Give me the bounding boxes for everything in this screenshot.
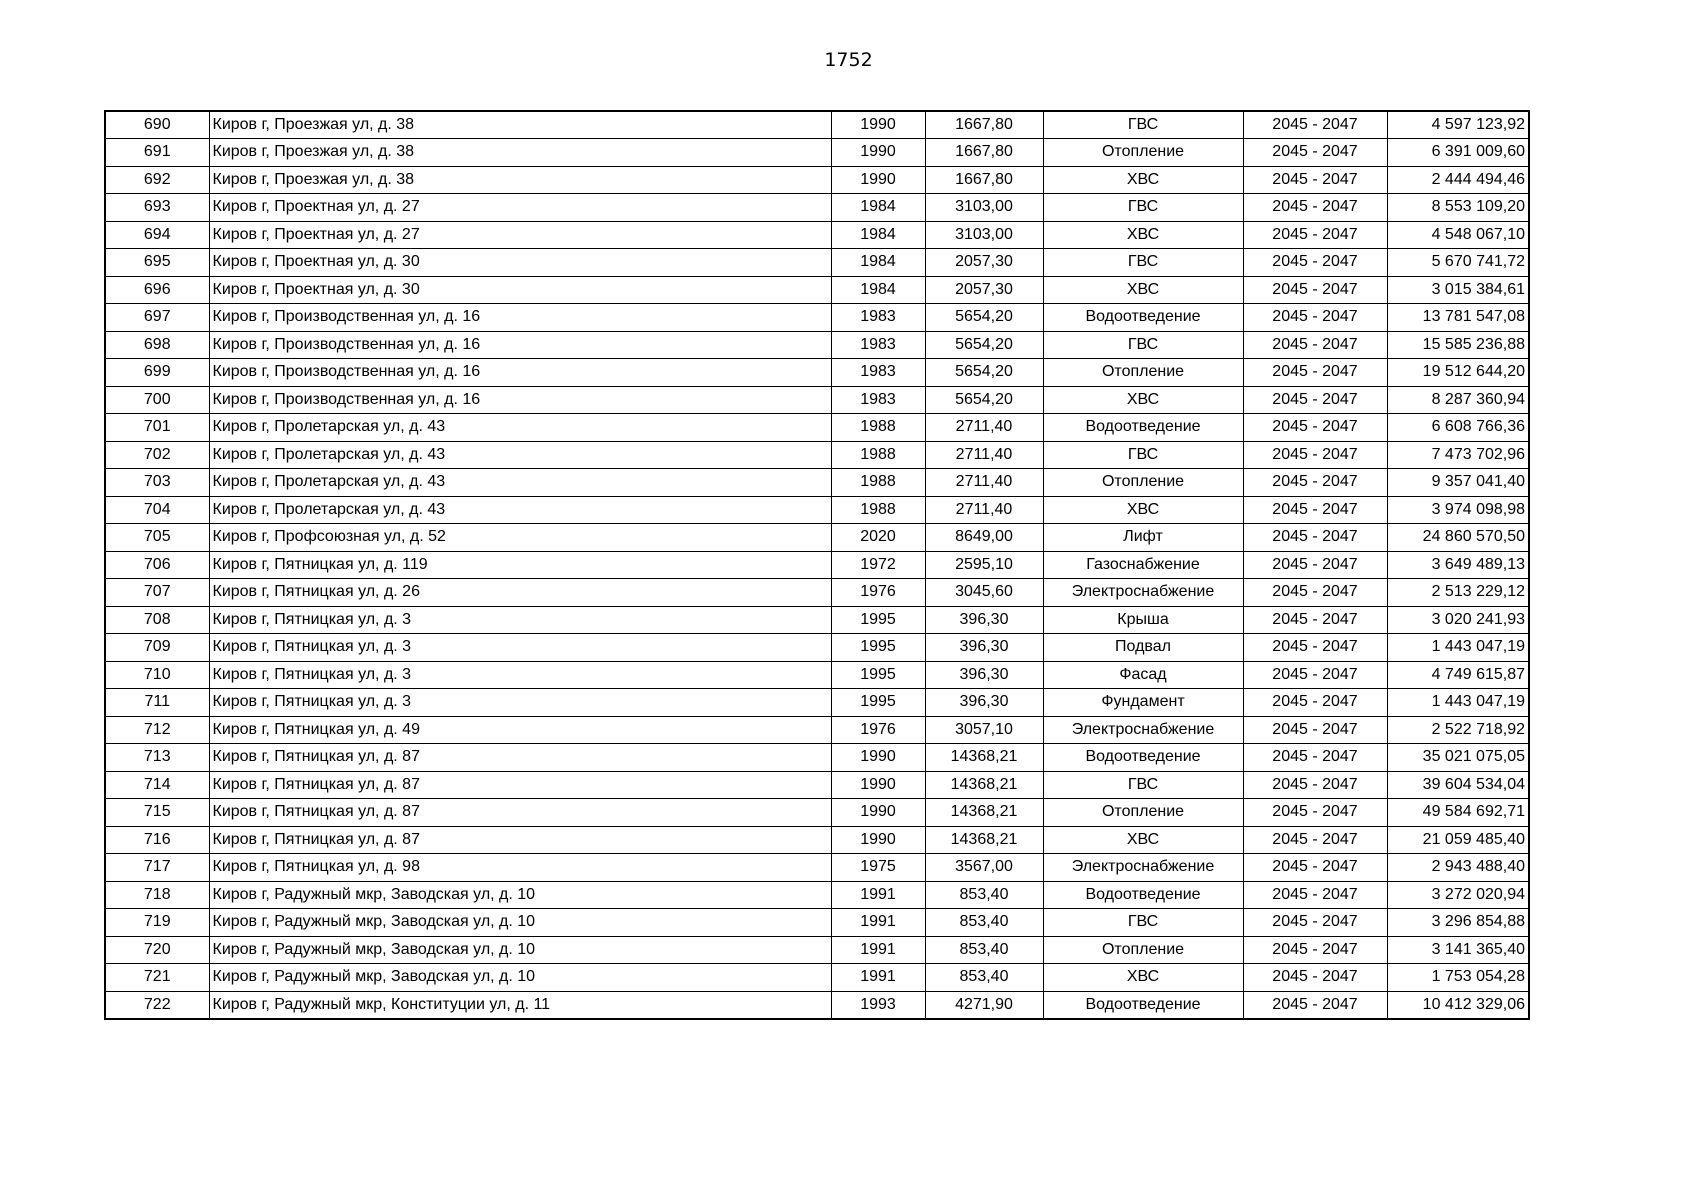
cost-cell: 3 272 020,94 [1387, 881, 1529, 909]
row-number-cell: 720 [105, 936, 209, 964]
work-type-cell: ХВС [1043, 221, 1243, 249]
period-cell: 2045 - 2047 [1243, 771, 1387, 799]
cost-cell: 15 585 236,88 [1387, 331, 1529, 359]
row-number-cell: 705 [105, 524, 209, 552]
address-cell: Киров г, Пролетарская ул, д. 43 [209, 496, 831, 524]
table-row [105, 854, 1529, 882]
address-cell: Киров г, Радужный мкр, Заводская ул, д. 10 [209, 936, 831, 964]
year-built-cell: 1991 [831, 964, 925, 992]
year-built-cell: 1995 [831, 689, 925, 717]
year-built-cell: 1984 [831, 249, 925, 277]
period-cell: 2045 - 2047 [1243, 881, 1387, 909]
table-row [105, 551, 1529, 579]
table-row [105, 579, 1529, 607]
period-cell: 2045 - 2047 [1243, 634, 1387, 662]
address-cell: Киров г, Профсоюзная ул, д. 52 [209, 524, 831, 552]
area-cell: 14368,21 [925, 799, 1043, 827]
row-number-cell: 704 [105, 496, 209, 524]
table-row [105, 826, 1529, 854]
cost-cell: 39 604 534,04 [1387, 771, 1529, 799]
address-cell: Киров г, Производственная ул, д. 16 [209, 359, 831, 387]
area-cell: 3045,60 [925, 579, 1043, 607]
work-type-cell: Водоотведение [1043, 414, 1243, 442]
table-row [105, 139, 1529, 167]
work-type-cell: ХВС [1043, 386, 1243, 414]
work-type-cell: ХВС [1043, 276, 1243, 304]
area-cell: 1667,80 [925, 166, 1043, 194]
table-row [105, 661, 1529, 689]
year-built-cell: 1983 [831, 386, 925, 414]
work-type-cell: Водоотведение [1043, 304, 1243, 332]
row-number-cell: 691 [105, 139, 209, 167]
work-type-cell: Электроснабжение [1043, 716, 1243, 744]
cost-cell: 4 548 067,10 [1387, 221, 1529, 249]
area-cell: 2711,40 [925, 414, 1043, 442]
row-number-cell: 706 [105, 551, 209, 579]
year-built-cell: 1990 [831, 799, 925, 827]
table-row [105, 689, 1529, 717]
work-type-cell: Водоотведение [1043, 881, 1243, 909]
address-cell: Киров г, Проезжая ул, д. 38 [209, 139, 831, 167]
cost-cell: 6 391 009,60 [1387, 139, 1529, 167]
period-cell: 2045 - 2047 [1243, 441, 1387, 469]
period-cell: 2045 - 2047 [1243, 111, 1387, 139]
row-number-cell: 715 [105, 799, 209, 827]
row-number-cell: 696 [105, 276, 209, 304]
period-cell: 2045 - 2047 [1243, 551, 1387, 579]
work-type-cell: ХВС [1043, 826, 1243, 854]
table-row [105, 606, 1529, 634]
row-number-cell: 702 [105, 441, 209, 469]
period-cell: 2045 - 2047 [1243, 304, 1387, 332]
area-cell: 853,40 [925, 936, 1043, 964]
row-number-cell: 701 [105, 414, 209, 442]
year-built-cell: 2020 [831, 524, 925, 552]
table-row [105, 331, 1529, 359]
row-number-cell: 711 [105, 689, 209, 717]
area-cell: 853,40 [925, 909, 1043, 937]
row-number-cell: 699 [105, 359, 209, 387]
table-row [105, 386, 1529, 414]
row-number-cell: 700 [105, 386, 209, 414]
year-built-cell: 1972 [831, 551, 925, 579]
year-built-cell: 1995 [831, 661, 925, 689]
work-type-cell: Отопление [1043, 359, 1243, 387]
table-row [105, 111, 1529, 139]
area-cell: 396,30 [925, 661, 1043, 689]
table-row [105, 799, 1529, 827]
work-type-cell: Отопление [1043, 936, 1243, 964]
address-cell: Киров г, Проектная ул, д. 27 [209, 194, 831, 222]
area-cell: 2711,40 [925, 496, 1043, 524]
year-built-cell: 1984 [831, 221, 925, 249]
year-built-cell: 1984 [831, 194, 925, 222]
year-built-cell: 1976 [831, 579, 925, 607]
cost-cell: 7 473 702,96 [1387, 441, 1529, 469]
table-row [105, 414, 1529, 442]
year-built-cell: 1984 [831, 276, 925, 304]
row-number-cell: 721 [105, 964, 209, 992]
row-number-cell: 690 [105, 111, 209, 139]
cost-cell: 4 597 123,92 [1387, 111, 1529, 139]
period-cell: 2045 - 2047 [1243, 689, 1387, 717]
cost-cell: 3 141 365,40 [1387, 936, 1529, 964]
period-cell: 2045 - 2047 [1243, 249, 1387, 277]
table-row [105, 249, 1529, 277]
row-number-cell: 716 [105, 826, 209, 854]
row-number-cell: 717 [105, 854, 209, 882]
row-number-cell: 695 [105, 249, 209, 277]
period-cell: 2045 - 2047 [1243, 716, 1387, 744]
period-cell: 2045 - 2047 [1243, 386, 1387, 414]
cost-cell: 3 015 384,61 [1387, 276, 1529, 304]
address-cell: Киров г, Пятницкая ул, д. 87 [209, 826, 831, 854]
cost-cell: 24 860 570,50 [1387, 524, 1529, 552]
period-cell: 2045 - 2047 [1243, 194, 1387, 222]
period-cell: 2045 - 2047 [1243, 221, 1387, 249]
row-number-cell: 694 [105, 221, 209, 249]
address-cell: Киров г, Производственная ул, д. 16 [209, 386, 831, 414]
work-type-cell: ГВС [1043, 441, 1243, 469]
address-cell: Киров г, Пятницкая ул, д. 98 [209, 854, 831, 882]
table-body [105, 111, 1529, 1019]
period-cell: 2045 - 2047 [1243, 524, 1387, 552]
row-number-cell: 709 [105, 634, 209, 662]
year-built-cell: 1976 [831, 716, 925, 744]
work-type-cell: Лифт [1043, 524, 1243, 552]
address-cell: Киров г, Пролетарская ул, д. 43 [209, 414, 831, 442]
year-built-cell: 1990 [831, 826, 925, 854]
table-row [105, 909, 1529, 937]
period-cell: 2045 - 2047 [1243, 991, 1387, 1019]
cost-cell: 9 357 041,40 [1387, 469, 1529, 497]
cost-cell: 2 513 229,12 [1387, 579, 1529, 607]
area-cell: 853,40 [925, 964, 1043, 992]
work-type-cell: Электроснабжение [1043, 579, 1243, 607]
cost-cell: 21 059 485,40 [1387, 826, 1529, 854]
year-built-cell: 1991 [831, 909, 925, 937]
period-cell: 2045 - 2047 [1243, 469, 1387, 497]
work-type-cell: Водоотведение [1043, 744, 1243, 772]
work-type-cell: ХВС [1043, 964, 1243, 992]
year-built-cell: 1991 [831, 936, 925, 964]
table-row [105, 304, 1529, 332]
address-cell: Киров г, Проектная ул, д. 27 [209, 221, 831, 249]
row-number-cell: 693 [105, 194, 209, 222]
cost-cell: 4 749 615,87 [1387, 661, 1529, 689]
period-cell: 2045 - 2047 [1243, 854, 1387, 882]
address-cell: Киров г, Производственная ул, д. 16 [209, 331, 831, 359]
cost-cell: 10 412 329,06 [1387, 991, 1529, 1019]
cost-cell: 5 670 741,72 [1387, 249, 1529, 277]
area-cell: 3567,00 [925, 854, 1043, 882]
year-built-cell: 1983 [831, 331, 925, 359]
period-cell: 2045 - 2047 [1243, 826, 1387, 854]
work-type-cell: ХВС [1043, 496, 1243, 524]
period-cell: 2045 - 2047 [1243, 606, 1387, 634]
year-built-cell: 1990 [831, 111, 925, 139]
cost-cell: 49 584 692,71 [1387, 799, 1529, 827]
period-cell: 2045 - 2047 [1243, 909, 1387, 937]
address-cell: Киров г, Проезжая ул, д. 38 [209, 111, 831, 139]
page-number: 1752 [824, 49, 873, 71]
work-type-cell: Отопление [1043, 799, 1243, 827]
cost-cell: 3 020 241,93 [1387, 606, 1529, 634]
row-number-cell: 708 [105, 606, 209, 634]
address-cell: Киров г, Пятницкая ул, д. 87 [209, 771, 831, 799]
area-cell: 1667,80 [925, 139, 1043, 167]
table-row [105, 524, 1529, 552]
period-cell: 2045 - 2047 [1243, 166, 1387, 194]
area-cell: 3103,00 [925, 221, 1043, 249]
address-cell: Киров г, Пятницкая ул, д. 3 [209, 689, 831, 717]
period-cell: 2045 - 2047 [1243, 414, 1387, 442]
area-cell: 14368,21 [925, 744, 1043, 772]
period-cell: 2045 - 2047 [1243, 359, 1387, 387]
area-cell: 4271,90 [925, 991, 1043, 1019]
area-cell: 2595,10 [925, 551, 1043, 579]
period-cell: 2045 - 2047 [1243, 496, 1387, 524]
address-cell: Киров г, Пятницкая ул, д. 3 [209, 634, 831, 662]
table-row [105, 744, 1529, 772]
address-cell: Киров г, Пятницкая ул, д. 26 [209, 579, 831, 607]
year-built-cell: 1983 [831, 304, 925, 332]
work-type-cell: ГВС [1043, 249, 1243, 277]
work-type-cell: Электроснабжение [1043, 854, 1243, 882]
area-cell: 853,40 [925, 881, 1043, 909]
area-cell: 14368,21 [925, 771, 1043, 799]
area-cell: 5654,20 [925, 304, 1043, 332]
work-type-cell: Крыша [1043, 606, 1243, 634]
year-built-cell: 1988 [831, 441, 925, 469]
row-number-cell: 722 [105, 991, 209, 1019]
period-cell: 2045 - 2047 [1243, 799, 1387, 827]
work-type-cell: ГВС [1043, 194, 1243, 222]
table-row [105, 964, 1529, 992]
table-row [105, 276, 1529, 304]
cost-cell: 3 296 854,88 [1387, 909, 1529, 937]
cost-cell: 35 021 075,05 [1387, 744, 1529, 772]
table-row [105, 359, 1529, 387]
cost-cell: 13 781 547,08 [1387, 304, 1529, 332]
area-cell: 8649,00 [925, 524, 1043, 552]
year-built-cell: 1983 [831, 359, 925, 387]
row-number-cell: 712 [105, 716, 209, 744]
address-cell: Киров г, Производственная ул, д. 16 [209, 304, 831, 332]
cost-cell: 19 512 644,20 [1387, 359, 1529, 387]
table-row [105, 771, 1529, 799]
address-cell: Киров г, Пролетарская ул, д. 43 [209, 441, 831, 469]
work-type-cell: ХВС [1043, 166, 1243, 194]
work-type-cell: ГВС [1043, 771, 1243, 799]
period-cell: 2045 - 2047 [1243, 331, 1387, 359]
period-cell: 2045 - 2047 [1243, 579, 1387, 607]
work-type-cell: Подвал [1043, 634, 1243, 662]
area-cell: 1667,80 [925, 111, 1043, 139]
table-row [105, 469, 1529, 497]
area-cell: 2057,30 [925, 276, 1043, 304]
year-built-cell: 1993 [831, 991, 925, 1019]
year-built-cell: 1991 [831, 881, 925, 909]
work-type-cell: Газоснабжение [1043, 551, 1243, 579]
address-cell: Киров г, Радужный мкр, Заводская ул, д. 10 [209, 964, 831, 992]
row-number-cell: 692 [105, 166, 209, 194]
address-cell: Киров г, Пятницкая ул, д. 49 [209, 716, 831, 744]
year-built-cell: 1990 [831, 166, 925, 194]
year-built-cell: 1995 [831, 606, 925, 634]
cost-cell: 3 649 489,13 [1387, 551, 1529, 579]
address-cell: Киров г, Радужный мкр, Заводская ул, д. 10 [209, 909, 831, 937]
row-number-cell: 698 [105, 331, 209, 359]
area-cell: 396,30 [925, 606, 1043, 634]
cost-cell: 3 974 098,98 [1387, 496, 1529, 524]
year-built-cell: 1988 [831, 414, 925, 442]
table-row [105, 991, 1529, 1019]
area-cell: 3057,10 [925, 716, 1043, 744]
cost-cell: 2 943 488,40 [1387, 854, 1529, 882]
address-cell: Киров г, Пятницкая ул, д. 119 [209, 551, 831, 579]
period-cell: 2045 - 2047 [1243, 744, 1387, 772]
address-cell: Киров г, Проектная ул, д. 30 [209, 276, 831, 304]
year-built-cell: 1995 [831, 634, 925, 662]
address-cell: Киров г, Проектная ул, д. 30 [209, 249, 831, 277]
address-cell: Киров г, Радужный мкр, Заводская ул, д. 10 [209, 881, 831, 909]
period-cell: 2045 - 2047 [1243, 276, 1387, 304]
year-built-cell: 1990 [831, 744, 925, 772]
period-cell: 2045 - 2047 [1243, 661, 1387, 689]
table-row [105, 634, 1529, 662]
area-cell: 396,30 [925, 689, 1043, 717]
year-built-cell: 1990 [831, 139, 925, 167]
area-cell: 2711,40 [925, 441, 1043, 469]
address-cell: Киров г, Пролетарская ул, д. 43 [209, 469, 831, 497]
address-cell: Киров г, Пятницкая ул, д. 87 [209, 799, 831, 827]
address-cell: Киров г, Пятницкая ул, д. 87 [209, 744, 831, 772]
year-built-cell: 1988 [831, 496, 925, 524]
year-built-cell: 1988 [831, 469, 925, 497]
table-row [105, 221, 1529, 249]
cost-cell: 2 444 494,46 [1387, 166, 1529, 194]
area-cell: 396,30 [925, 634, 1043, 662]
row-number-cell: 713 [105, 744, 209, 772]
cost-cell: 2 522 718,92 [1387, 716, 1529, 744]
cost-cell: 1 443 047,19 [1387, 689, 1529, 717]
row-number-cell: 707 [105, 579, 209, 607]
work-type-cell: ГВС [1043, 331, 1243, 359]
cost-cell: 1 753 054,28 [1387, 964, 1529, 992]
cost-cell: 6 608 766,36 [1387, 414, 1529, 442]
table-row [105, 441, 1529, 469]
table-row [105, 716, 1529, 744]
address-cell: Киров г, Пятницкая ул, д. 3 [209, 606, 831, 634]
work-type-cell: Водоотведение [1043, 991, 1243, 1019]
row-number-cell: 703 [105, 469, 209, 497]
address-cell: Киров г, Пятницкая ул, д. 3 [209, 661, 831, 689]
repair-register-table [104, 110, 1530, 1020]
work-type-cell: ГВС [1043, 909, 1243, 937]
row-number-cell: 719 [105, 909, 209, 937]
cost-cell: 8 287 360,94 [1387, 386, 1529, 414]
table-row [105, 936, 1529, 964]
period-cell: 2045 - 2047 [1243, 936, 1387, 964]
area-cell: 14368,21 [925, 826, 1043, 854]
work-type-cell: Отопление [1043, 139, 1243, 167]
row-number-cell: 697 [105, 304, 209, 332]
table-row [105, 496, 1529, 524]
row-number-cell: 718 [105, 881, 209, 909]
work-type-cell: Фундамент [1043, 689, 1243, 717]
row-number-cell: 710 [105, 661, 209, 689]
address-cell: Киров г, Проезжая ул, д. 38 [209, 166, 831, 194]
cost-cell: 1 443 047,19 [1387, 634, 1529, 662]
work-type-cell: ГВС [1043, 111, 1243, 139]
period-cell: 2045 - 2047 [1243, 139, 1387, 167]
area-cell: 2057,30 [925, 249, 1043, 277]
area-cell: 2711,40 [925, 469, 1043, 497]
work-type-cell: Фасад [1043, 661, 1243, 689]
table-row [105, 881, 1529, 909]
area-cell: 5654,20 [925, 331, 1043, 359]
address-cell: Киров г, Радужный мкр, Конституции ул, д. 11 [209, 991, 831, 1019]
cost-cell: 8 553 109,20 [1387, 194, 1529, 222]
row-number-cell: 714 [105, 771, 209, 799]
area-cell: 3103,00 [925, 194, 1043, 222]
period-cell: 2045 - 2047 [1243, 964, 1387, 992]
year-built-cell: 1975 [831, 854, 925, 882]
area-cell: 5654,20 [925, 359, 1043, 387]
area-cell: 5654,20 [925, 386, 1043, 414]
year-built-cell: 1990 [831, 771, 925, 799]
table-row [105, 194, 1529, 222]
table-row [105, 166, 1529, 194]
work-type-cell: Отопление [1043, 469, 1243, 497]
